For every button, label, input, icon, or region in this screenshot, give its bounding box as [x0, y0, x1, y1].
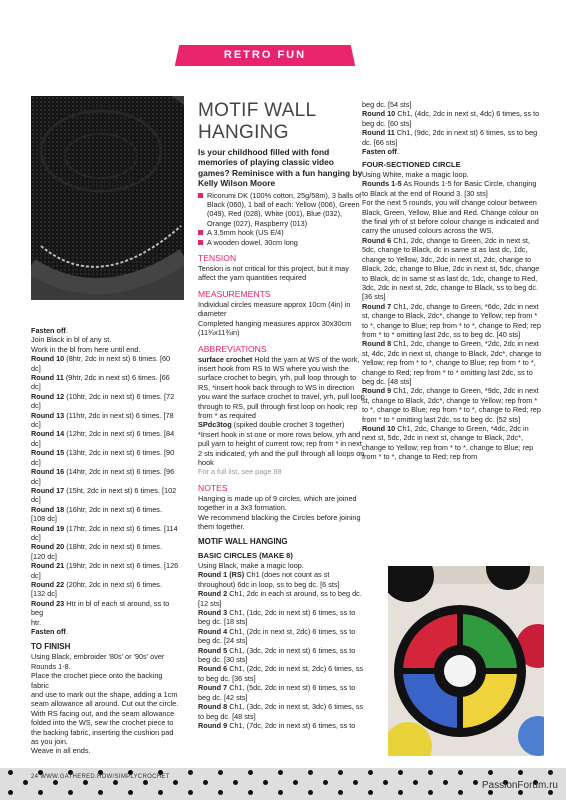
pattern-line: Round 20 (18htr, 2dc in next st) 6 times. — [31, 542, 162, 552]
finish-line: Rounds 1-8. — [31, 661, 71, 671]
measurements-text-2: Completed hanging measures approx 30x30cm (11¾x11¾in) — [198, 318, 352, 338]
footer-dot — [248, 770, 253, 775]
finish-line: Using Black, embroider '80s' or '90s' over — [31, 652, 165, 662]
material-item: A wooden dowel, 30cm long — [198, 238, 366, 247]
pattern-line: Round 19 (17htr, 2dc in next st) 6 times. [114 dc] — [31, 523, 178, 542]
footer-dot — [218, 770, 223, 775]
round-instruction: Round 9 Ch1, 2dc, change to Green, *9dc, 2dc in next st, change to Black, 2dc*, change to Yellow; rep from * to *, change to Blue; rep from * to *, change to Red; rep from * to * omitting last 2dc, ss to beg dc. [52 sts] — [362, 386, 541, 424]
footer-dot — [158, 790, 163, 795]
finish-line: Weave in all ends. — [31, 746, 91, 756]
column-left — [31, 326, 181, 756]
measurements-heading: MEASUREMENTS — [198, 288, 271, 299]
pattern-line: Round 10 (8htr, 2dc in next st) 6 times. [60 dc] — [31, 354, 171, 373]
round-instruction: Round 7 Ch1, 2dc, change to Green, *6dc, 2dc in next st, change to Black, 2dc*, change to Yellow; rep from * to *, change to Blue; rep from * to *, change to Red; rep from * to * omitting last 2dc, ss to beg dc. [40 sts] — [362, 301, 541, 339]
pattern-line: [108 dc] — [31, 514, 57, 524]
footer-dot — [488, 770, 493, 775]
measurements-text-1: Individual circles measure approx 10cm (4in) in diameter — [198, 299, 351, 319]
finish-line: With RS facing out, and the seam allowance — [31, 708, 175, 718]
footer-dot — [368, 790, 373, 795]
footer-dot — [188, 790, 193, 795]
round-instruction: Round 5 Ch1, (3dc, 2dc in next st) 6 times, ss to beg dc. [30 sts] — [198, 645, 356, 665]
pattern-line: [132 dc] — [31, 589, 57, 599]
footer-dot — [338, 790, 343, 795]
footer-dot — [413, 780, 418, 785]
tension-text: Tension is not critical for this project, but it may affect the yarn quantities required — [198, 264, 349, 283]
pattern-line: Round 12 (10htr, 2dc in next st) 6 times. [72 dc] — [31, 391, 175, 411]
finish-line: the backing fabric, inserting the cushion pad — [31, 727, 174, 737]
pattern-line: Round 14 (12htr, 2dc in next st) 6 times. [84 dc] — [31, 429, 175, 448]
footer-dot — [428, 790, 433, 795]
footer-dot — [8, 790, 13, 795]
pattern-line: [120 dc] — [31, 551, 57, 561]
abbreviations-heading: ABBREVIATIONS — [198, 343, 267, 354]
footer-dot — [278, 770, 283, 775]
footer-dot — [188, 770, 193, 775]
column-middle — [198, 100, 366, 730]
footer-dot — [98, 790, 103, 795]
section-banner: RETRO FUN COLLECTION — [185, 45, 345, 66]
pattern-line: Round 16 (14htr, 2dc in next st) 6 times. [96 dc] — [31, 467, 175, 486]
tension-heading: TENSION — [198, 253, 237, 264]
footer-dot — [218, 790, 223, 795]
notes-text-1: Hanging is made up of 9 circles, which are joined together in a 3x3 formation. — [198, 493, 357, 513]
footer-dot — [308, 790, 313, 795]
footer-dot — [143, 780, 148, 785]
pattern-line: Round 13 (11htr, 2dc in next st) 6 times. [78 dc] — [31, 410, 174, 430]
footer-dot — [83, 780, 88, 785]
finish-line: and use to mark out the shape, adding a 1cm — [31, 690, 178, 700]
abbreviation-spdc3tog: SPdc3tog (spiked double crochet 3 together) *Insert hook in st one or more rows below, yrh and pull yarn to height of current row; rep from * in next 2 sts indicated, yrh and the pull through all loops on hook — [198, 420, 365, 467]
round-instruction: Round 6 Ch1, (2dc, 2dc in next st, 2dc) 6 times, ss to beg dc. [36 sts] — [198, 664, 364, 683]
footer-dot — [398, 770, 403, 775]
round-instruction: Round 7 Ch1, (5dc, 2dc in next st) 6 times, ss to beg dc. [42 sts] — [198, 683, 356, 702]
round-instruction: Round 8 Ch1, (3dc, 2dc in next st, 3dc) 6 times, ss to beg dc. [48 sts] — [198, 702, 364, 721]
footer-dot — [458, 790, 463, 795]
watermark: PassionForum.ru — [481, 780, 558, 791]
footer-dot — [23, 780, 28, 785]
column-right — [362, 100, 542, 462]
pattern-line: htr. — [31, 617, 42, 627]
footer-dot — [443, 780, 448, 785]
notes-text-2: We recommend blacking the Circles before joining them together. — [198, 512, 361, 531]
notes-heading: NOTES — [198, 482, 228, 493]
footer-dot — [128, 790, 133, 795]
round-instruction: Round 9 Ch1, (7dc, 2dc in next st) 6 times, ss to — [198, 720, 356, 730]
round-instruction: Round 3 Ch1, (1dc, 2dc in next st) 6 times, ss to beg dc. [18 sts] — [198, 608, 356, 627]
footer-dot — [473, 780, 478, 785]
round-instruction: beg dc. [54 sts] — [362, 100, 412, 109]
pattern-line: Fasten off. — [31, 326, 68, 335]
footer-dot — [278, 790, 283, 795]
cushion-photo — [31, 96, 184, 300]
pattern-line: Fasten off. — [31, 627, 68, 636]
round-instruction: Round 2 Ch1, 2dc in each st around, ss to beg dc. [12 sts] — [198, 589, 362, 608]
to-finish-heading: TO FINISH — [31, 642, 71, 652]
footer-dot — [263, 780, 268, 785]
pattern-line: Round 11 (9htr, 2dc in next st) 6 times. [66 dc] — [31, 373, 170, 392]
article-title: MOTIF WALL HANGING — [198, 100, 316, 143]
footer-dot — [173, 780, 178, 785]
footer-dot — [308, 770, 313, 775]
article-subtitle: Is your childhood filled with fond memories of playing classic video games? Reminisce with a fun hanging by Kelly Wilson Moore — [198, 147, 363, 189]
motif-photo — [388, 566, 544, 756]
pattern-line: Round 22 (20htr, 2dc in next st) 6 times. — [31, 579, 162, 589]
pattern-line: Round 15 (13htr, 2dc in next st) 6 times. [90 dc] — [31, 448, 175, 467]
footer-dot — [248, 790, 253, 795]
abbreviation-surface-crochet: surface crochet Hold the yarn at WS of the work, insert hook from RS to WS where you wish the surface crochet to begin, yrh, pull loop through to RS, *insert hook back through to WS in direction you want the surface crochet to travel, yrh, pull loop through to RS, pull through first loop on hook; rep from * as required — [198, 354, 365, 420]
four-rounds-1-5: Rounds 1-5 As Rounds 1-5 for Basic Circle, changing to Black at the end of Round 3. [30 sts] — [362, 179, 537, 198]
finish-line: seam allowance all around. Cut out the circle. — [31, 699, 179, 709]
four-note: For the next 5 rounds, you will change colour between Black, Green, Yellow, Blue and Red. Change colour on the final yrh of st before colour change is indicated and carry the unused colours across the WS. — [362, 198, 539, 236]
basic-intro: Using Black, make a magic loop. — [198, 561, 304, 570]
footer-dot — [233, 780, 238, 785]
footer-dot — [8, 770, 13, 775]
abbreviations-more-link[interactable]: For a full list, see page 88 — [198, 467, 282, 477]
material-item: Ricorumi DK (100% cotton, 25g/58m), 3 balls of Black (060), 1 ball of each: Yellow (006), Green (049), Red (028), White (001), Blue (032), Orange (027), Raspberry (013) — [198, 191, 366, 229]
footer-dot — [293, 780, 298, 785]
page-folio: 24 WWW.GATHERED.HOW/SIMPLYCROCHET — [31, 774, 170, 780]
footer-dot — [368, 770, 373, 775]
material-item: A 3.5mm hook (US E/4) — [198, 228, 366, 237]
footer-dot — [353, 780, 358, 785]
round-instruction: Round 6 Ch1, 2dc, change to Green, 2dc in next st, 5dc, change to Black, dc in same st as last dc, 1dc, change to Yellow, 3dc, 2dc in next st, 2dc, change to Black, 2dc, change to Blue, 2dc in next st, 5dc, change to Black, dc in same st as last dc, 1dc, change to Red, 3dc, 2dc in next st, 2dc, change to Black, ss to beg dc. [36 sts] — [362, 235, 540, 302]
footer-dot — [428, 770, 433, 775]
finish-line: folded into the WS, sew the crochet piece to — [31, 718, 174, 728]
footer-dot — [458, 770, 463, 775]
basic-circles-heading: BASIC CIRCLES (MAKE 8) — [198, 551, 293, 561]
round-instruction: Round 4 Ch1, (2dc in next st, 2dc) 6 times, ss to beg dc. [24 sts] — [198, 626, 356, 646]
pattern-line: Round 18 (16htr, 2dc in next st) 6 times. — [31, 504, 162, 514]
pattern-heading: MOTIF WALL HANGING — [198, 537, 288, 547]
round-instruction: Fasten off. — [362, 147, 399, 157]
footer-dot — [68, 790, 73, 795]
footer-dot — [548, 770, 553, 775]
footer-dot — [323, 780, 328, 785]
pattern-line: Work in the bl from here until end. — [31, 344, 141, 354]
footer-dot — [113, 780, 118, 785]
round-instruction: Round 1 (RS) Ch1 (does not count as st throughout) 6dc in loop, ss to beg dc. [6 sts] — [198, 570, 340, 589]
finish-line: as you join. — [31, 737, 68, 747]
round-instruction: Round 10 Ch1, (4dc, 2dc in next st, 4dc) 6 times, ss to beg dc. [60 sts] — [362, 109, 540, 128]
four-sectioned-heading: FOUR-SECTIONED CIRCLE — [362, 160, 461, 170]
pattern-line: Round 23 Htr in bl of each st around, ss to beg — [31, 598, 170, 618]
footer-dot — [518, 770, 523, 775]
finish-line: Place the crochet piece onto the backing fabric — [31, 671, 163, 690]
footer-dot — [398, 790, 403, 795]
footer-dot — [38, 790, 43, 795]
footer-dot — [53, 780, 58, 785]
round-instruction: Round 11 Ch1, (9dc, 2dc in next st) 6 times, ss to beg dc. [66 sts] — [362, 128, 538, 147]
pattern-line: Round 17 (15ht, 2dc in next st) 6 times. [102 dc] — [31, 485, 177, 505]
round-instruction: Round 10 Ch1, 2dc, Change to Green, *4dc, 2dc in next st, 5dc, 2dc in next st, change to Black, 2dc*, change to Yellow; rep from * to *, change to Blue; rep from * to *, change to Red; rep from — [362, 424, 534, 462]
footer-dot — [383, 780, 388, 785]
round-instruction: Round 8 Ch1, 2dc, change to Green, *2dc, 2dc in next st, 4dc, 2dc in next st, change to Black, 2dc*, change to Yellow; rep from * to *, change to Blue; rep from * to *, change to Red; rep from * to * omitting last 2dc, ss to beg dc. [48 sts] — [362, 339, 542, 386]
pattern-line: Join Black in bl of any st. — [31, 335, 112, 345]
footer-dot — [338, 770, 343, 775]
pattern-line: Round 21 (19htr, 2dc in next st) 6 times. [126 dc] — [31, 561, 179, 580]
footer-dot — [203, 780, 208, 785]
four-intro: Using White, make a magic loop. — [362, 170, 469, 180]
